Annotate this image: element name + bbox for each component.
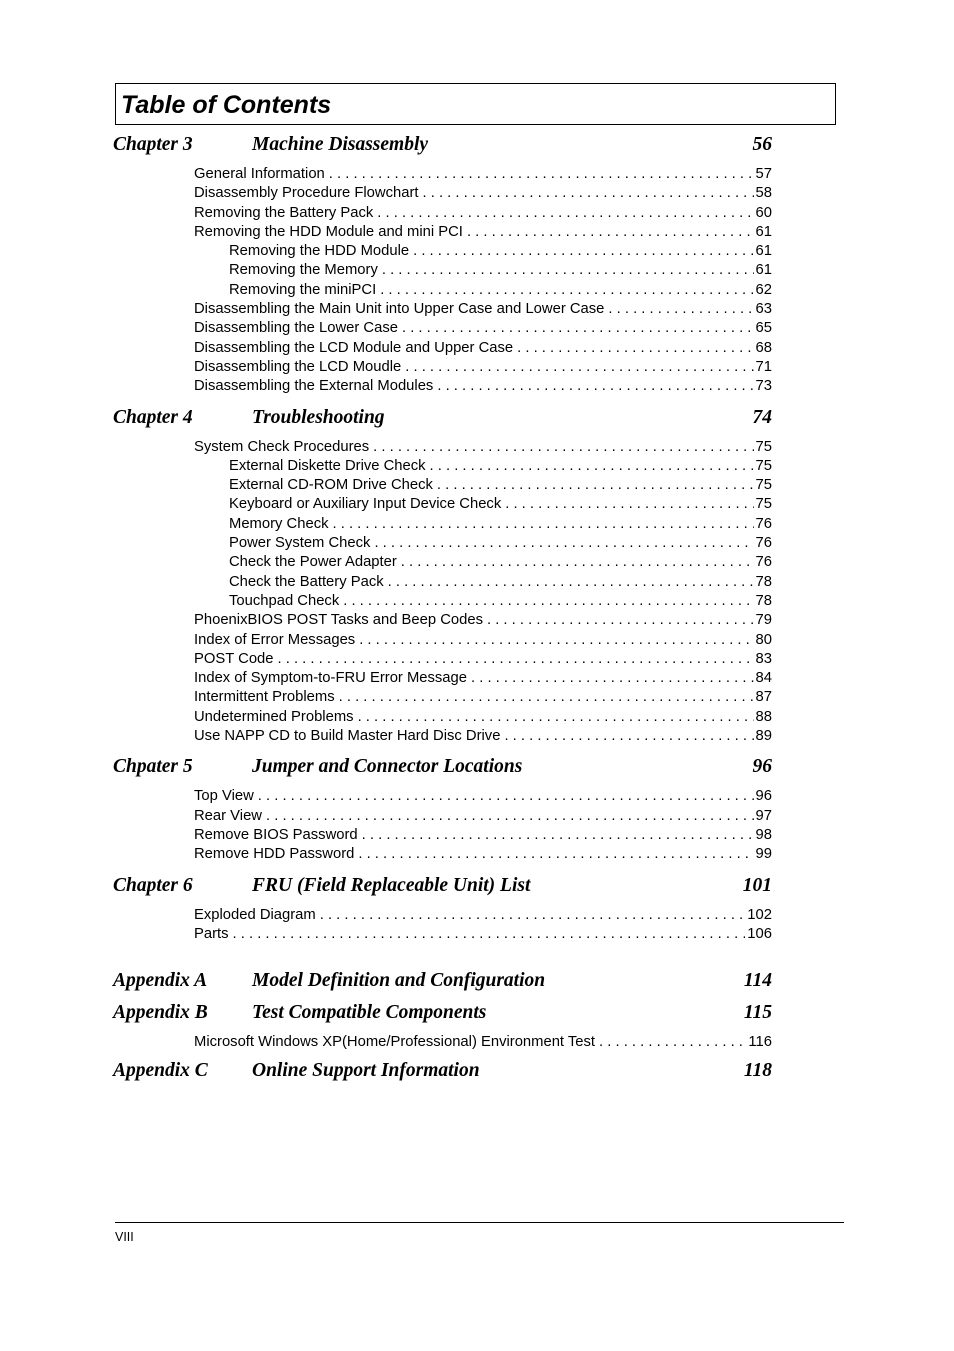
toc-entry[interactable] bbox=[113, 826, 772, 845]
toc-entry[interactable] bbox=[113, 611, 772, 630]
footer-divider bbox=[115, 1222, 844, 1223]
toc-entry-page-number: 78 bbox=[755, 573, 772, 590]
toc-entry-title: Disassembling the External Modules bbox=[194, 378, 434, 395]
toc-entry-page-number: 106 bbox=[747, 925, 772, 942]
toc-entry-page-number: 78 bbox=[755, 592, 772, 609]
toc-entry[interactable] bbox=[113, 1033, 772, 1052]
toc-entry-title: Remove BIOS Password bbox=[194, 826, 358, 843]
toc-entry-page-number: 61 bbox=[755, 262, 772, 279]
toc-entry[interactable] bbox=[113, 650, 772, 669]
chapter-page-number: 74 bbox=[752, 406, 772, 428]
dot-leader bbox=[362, 826, 754, 845]
section-spacer bbox=[113, 1086, 772, 1092]
toc-entry[interactable] bbox=[113, 807, 772, 826]
chapter-label: Chapter 6 bbox=[113, 874, 193, 896]
toc-entry-title: Disassembling the LCD Module and Upper Case bbox=[194, 339, 514, 356]
toc-entry-page-number: 88 bbox=[755, 708, 772, 725]
dot-leader bbox=[329, 165, 754, 184]
dot-leader bbox=[401, 553, 754, 572]
toc-entry-title: Use NAPP CD to Build Master Hard Disc Drive bbox=[194, 728, 501, 745]
toc-entry-page-number: 76 bbox=[755, 554, 772, 571]
dot-leader bbox=[359, 631, 753, 650]
toc-entry-page-number: 75 bbox=[755, 477, 772, 494]
toc-entry-title: PhoenixBIOS POST Tasks and Beep Codes bbox=[194, 612, 483, 629]
dot-leader bbox=[599, 1033, 746, 1052]
toc-entry-title: Rear View bbox=[194, 807, 262, 824]
toc-entry[interactable] bbox=[113, 319, 772, 338]
toc-entry[interactable] bbox=[113, 184, 772, 203]
page-title: Table of Contents bbox=[121, 91, 332, 119]
toc-entry-title: System Check Procedures bbox=[194, 438, 370, 455]
toc-entry-page-number: 60 bbox=[755, 204, 772, 221]
dot-leader bbox=[504, 727, 753, 746]
toc-entry-page-number: 83 bbox=[755, 650, 772, 667]
toc-entry-page-number: 76 bbox=[755, 535, 772, 552]
toc-entry-title: Parts bbox=[194, 925, 229, 942]
toc-entry-page-number: 68 bbox=[755, 339, 772, 356]
toc-entry[interactable] bbox=[113, 592, 772, 611]
chapter-page-number: 114 bbox=[743, 970, 772, 992]
toc-entry[interactable] bbox=[113, 438, 772, 457]
dot-leader bbox=[382, 261, 754, 280]
chapter-label: Appendix C bbox=[113, 1060, 208, 1082]
toc-entry[interactable] bbox=[113, 377, 772, 396]
toc-chapter-heading[interactable] bbox=[113, 1056, 772, 1086]
toc-entry[interactable] bbox=[113, 476, 772, 495]
chapter-label: Chapter 3 bbox=[113, 134, 193, 155]
dot-leader bbox=[266, 807, 754, 826]
toc-entry-title: Keyboard or Auxiliary Input Device Check bbox=[229, 496, 502, 513]
dot-leader bbox=[402, 319, 754, 338]
toc-entry-title: Disassembling the LCD Moudle bbox=[194, 358, 402, 375]
dot-leader bbox=[377, 204, 753, 223]
toc-entry-title: Removing the HDD Module bbox=[229, 243, 410, 260]
chapter-title: FRU (Field Replaceable Unit) List bbox=[252, 874, 531, 896]
chapter-title: Jumper and Connector Locations bbox=[252, 756, 523, 778]
toc-entry-title: Top View bbox=[194, 788, 254, 805]
toc-entry[interactable] bbox=[113, 669, 772, 688]
toc-entry-page-number: 80 bbox=[755, 631, 772, 648]
dot-leader bbox=[339, 688, 754, 707]
toc-entry[interactable] bbox=[113, 165, 772, 184]
toc-entry-title: Check the Battery Pack bbox=[229, 573, 384, 590]
toc-entry[interactable] bbox=[113, 573, 772, 592]
toc-entry-title: Removing the Battery Pack bbox=[194, 204, 374, 221]
toc-entry[interactable] bbox=[113, 204, 772, 223]
toc-entry[interactable] bbox=[113, 281, 772, 300]
toc-entry[interactable] bbox=[113, 358, 772, 377]
toc-entry-page-number: 76 bbox=[755, 515, 772, 532]
toc-entry-title: Disassembling the Lower Case bbox=[194, 320, 398, 337]
chapter-label: Appendix B bbox=[113, 1002, 208, 1024]
toc-entry-list bbox=[113, 901, 772, 945]
toc-entry-title: Removing the HDD Module and mini PCI bbox=[194, 223, 463, 240]
toc-entry-title: Removing the Memory bbox=[229, 262, 378, 279]
toc-entry-title: Disassembly Procedure Flowchart bbox=[194, 185, 419, 202]
toc-chapter-heading[interactable] bbox=[113, 871, 772, 901]
toc-entry-list bbox=[113, 1028, 772, 1052]
dot-leader bbox=[437, 377, 753, 396]
chapter-label: Chpater 5 bbox=[113, 756, 193, 778]
chapter-page-number: 115 bbox=[743, 1002, 772, 1024]
toc-title-box bbox=[115, 83, 836, 125]
dot-leader bbox=[258, 787, 754, 806]
toc-entry-list bbox=[113, 160, 772, 397]
chapter-label: Appendix A bbox=[113, 970, 208, 992]
toc-entry-title: Memory Check bbox=[229, 515, 329, 532]
toc-entry-title: Microsoft Windows XP(Home/Professional) Environment Test bbox=[194, 1034, 596, 1051]
toc-entry[interactable] bbox=[113, 787, 772, 806]
toc-entry-page-number: 65 bbox=[755, 320, 772, 337]
toc-entry[interactable] bbox=[113, 727, 772, 746]
toc-chapter-heading[interactable] bbox=[113, 130, 772, 160]
chapter-title: Online Support Information bbox=[252, 1060, 480, 1082]
toc-chapter-heading[interactable] bbox=[113, 998, 772, 1028]
toc-entry-page-number: 99 bbox=[755, 846, 772, 863]
toc-entry-page-number: 75 bbox=[755, 496, 772, 513]
toc-entry[interactable] bbox=[113, 300, 772, 319]
dot-leader bbox=[487, 611, 754, 630]
toc-entry-title: External CD-ROM Drive Check bbox=[229, 477, 433, 494]
toc-entry-page-number: 62 bbox=[755, 281, 772, 298]
dot-leader bbox=[320, 906, 746, 925]
chapter-title: Test Compatible Components bbox=[252, 1002, 487, 1024]
dot-leader bbox=[388, 573, 754, 592]
toc-entry-title: Removing the miniPCI bbox=[229, 281, 377, 298]
toc-entry-page-number: 102 bbox=[747, 906, 772, 923]
toc-entry[interactable] bbox=[113, 906, 772, 925]
dot-leader bbox=[358, 708, 754, 727]
toc-entry[interactable] bbox=[113, 495, 772, 514]
toc-entry-page-number: 58 bbox=[755, 185, 772, 202]
toc-entry-title: POST Code bbox=[194, 650, 274, 667]
toc-entry[interactable] bbox=[113, 845, 772, 864]
dot-leader bbox=[505, 495, 753, 514]
toc-entry-page-number: 63 bbox=[755, 301, 772, 318]
chapter-label: Chapter 4 bbox=[113, 406, 193, 428]
toc-chapter-heading[interactable] bbox=[113, 403, 772, 433]
toc-entry-page-number: 79 bbox=[755, 612, 772, 629]
dot-leader bbox=[373, 438, 753, 457]
toc-entry-page-number: 96 bbox=[755, 788, 772, 805]
chapter-page-number: 118 bbox=[743, 1060, 772, 1082]
toc-entry-page-number: 84 bbox=[755, 670, 772, 687]
toc-entry-page-number: 98 bbox=[755, 826, 772, 843]
dot-leader bbox=[405, 358, 753, 377]
toc-entry-title: Touchpad Check bbox=[229, 592, 340, 609]
toc-entry-page-number: 97 bbox=[755, 807, 772, 824]
dot-leader bbox=[333, 515, 754, 534]
dot-leader bbox=[358, 845, 753, 864]
toc-entry[interactable] bbox=[113, 631, 772, 650]
toc-entry[interactable] bbox=[113, 242, 772, 261]
dot-leader bbox=[517, 339, 753, 358]
toc-entry[interactable] bbox=[113, 708, 772, 727]
toc-entry-title: Exploded Diagram bbox=[194, 906, 316, 923]
toc-entry-title: Remove HDD Password bbox=[194, 846, 355, 863]
dot-leader bbox=[608, 300, 753, 319]
dot-leader bbox=[430, 457, 754, 476]
toc-entry[interactable] bbox=[113, 457, 772, 476]
chapter-page-number: 56 bbox=[752, 134, 772, 155]
toc-entry-list bbox=[113, 782, 772, 864]
toc-entry-page-number: 61 bbox=[755, 243, 772, 260]
toc-entry-page-number: 116 bbox=[748, 1034, 772, 1051]
dot-leader bbox=[380, 281, 753, 300]
toc-entry[interactable] bbox=[113, 553, 772, 572]
chapter-page-number: 101 bbox=[742, 874, 772, 896]
toc-entry-page-number: 73 bbox=[755, 378, 772, 395]
chapter-page-number: 96 bbox=[752, 756, 772, 778]
dot-leader bbox=[471, 669, 754, 688]
toc-entry[interactable] bbox=[113, 688, 772, 707]
toc-entry-list bbox=[113, 433, 772, 747]
toc-entry-page-number: 75 bbox=[755, 457, 772, 474]
toc-entry-title: Check the Power Adapter bbox=[229, 554, 397, 571]
toc-entry[interactable] bbox=[113, 515, 772, 534]
dot-leader bbox=[437, 476, 754, 495]
toc-entry-title: Undetermined Problems bbox=[194, 708, 354, 725]
dot-leader bbox=[413, 242, 753, 261]
toc-entry-page-number: 57 bbox=[755, 166, 772, 182]
dot-leader bbox=[343, 592, 753, 611]
toc-entry-title: Power System Check bbox=[229, 535, 371, 552]
toc-entry-page-number: 71 bbox=[755, 358, 772, 375]
toc-entry-title: Intermittent Problems bbox=[194, 689, 335, 706]
dot-leader bbox=[374, 534, 753, 553]
section-spacer bbox=[113, 944, 772, 966]
toc-entry-title: Index of Error Messages bbox=[194, 631, 356, 648]
footer-page-number: VIII bbox=[115, 1230, 134, 1244]
chapter-title: Troubleshooting bbox=[252, 406, 385, 428]
toc-entry[interactable] bbox=[113, 534, 772, 553]
chapter-title: Machine Disassembly bbox=[252, 134, 429, 155]
toc-entry[interactable] bbox=[113, 339, 772, 358]
chapter-title: Model Definition and Configuration bbox=[252, 970, 546, 992]
toc-entry[interactable] bbox=[113, 925, 772, 944]
toc-entry-page-number: 61 bbox=[755, 223, 772, 240]
toc-entry-title: Index of Symptom-to-FRU Error Message bbox=[194, 670, 467, 687]
toc-entry-title: Disassembling the Main Unit into Upper Case and Lower Case bbox=[194, 301, 605, 318]
toc-entry[interactable] bbox=[113, 261, 772, 280]
toc-chapter-heading[interactable] bbox=[113, 966, 772, 996]
dot-leader bbox=[467, 223, 754, 242]
dot-leader bbox=[278, 650, 754, 669]
dot-leader bbox=[233, 925, 746, 944]
dot-leader bbox=[423, 184, 754, 203]
toc-entry-title: General Information bbox=[194, 166, 325, 182]
toc-entry-page-number: 75 bbox=[755, 438, 772, 455]
table-of-contents bbox=[113, 130, 772, 1092]
toc-chapter-heading[interactable] bbox=[113, 752, 772, 782]
toc-entry-page-number: 89 bbox=[755, 728, 772, 745]
toc-entry-page-number: 87 bbox=[755, 689, 772, 706]
toc-entry[interactable] bbox=[113, 223, 772, 242]
toc-entry-title: External Diskette Drive Check bbox=[229, 457, 426, 474]
